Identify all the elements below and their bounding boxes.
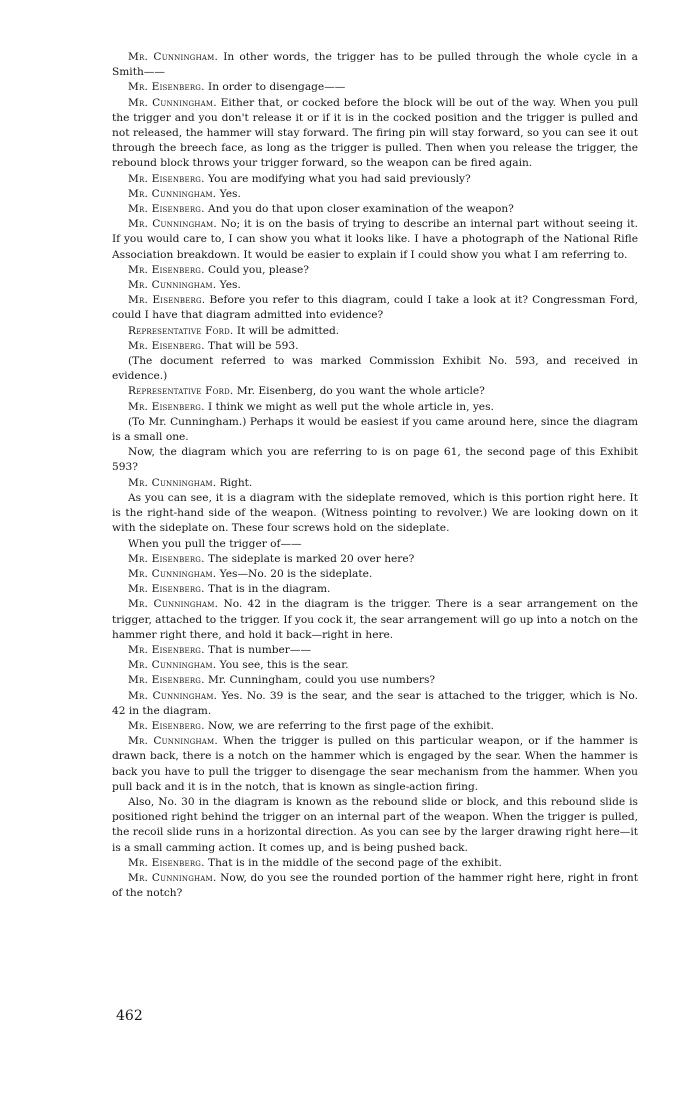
speaker-name: Mr. Eisenberg. — [128, 400, 205, 413]
paragraph-text: When the trigger is pulled on this particular weapon, or if the hammer is drawn back, there is a notch on the hammer which is engaged by the sear. When the hammer is back you have to pull the trigger to disengage the sear mechanism from the hammer. When you pull back and it is in the notch, that is known as single-action firing. — [112, 735, 638, 793]
speaker-name: Mr. Eisenberg. — [128, 294, 206, 307]
transcript-paragraph — [112, 384, 638, 399]
transcript-paragraph — [112, 689, 638, 719]
transcript-paragraph — [112, 172, 638, 187]
paragraph-text: Also, No. 30 in the diagram is known as the rebound slide or block, and this rebound slide is positioned right behind the trigger on an internal part of the weapon. When the trigger is pulled, the recoil slide runs in a horizontal direction. As you can see by the larger drawing right here—it is a small camming action. It comes up, and is being pushed back. — [112, 795, 638, 854]
speaker-name: Representative Ford. — [128, 385, 234, 398]
transcript-paragraph — [112, 673, 638, 688]
speaker-name: Mr. Eisenberg. — [128, 263, 205, 276]
speaker-name: Mr. Cunningham. — [128, 218, 217, 231]
paragraph-text: Could you, please? — [208, 263, 309, 276]
transcript-paragraph — [112, 96, 638, 172]
transcript-paragraph — [112, 339, 638, 354]
speaker-name: Mr. Eisenberg. — [128, 172, 205, 185]
paragraph-text: Either that, or cocked before the block will be out of the way. When you pull the trigger and you don't release it or if it is in the cocked position and the trigger is pulled and not released, the hammer will stay forward. The firing pin will stay forward, so you can see it out through the breech face, as long as the trigger is pulled. Then when you release the trigger, the rebound block throws your trigger forward, so the weapon can be fired again. — [112, 96, 638, 170]
transcript-paragraph — [112, 187, 638, 202]
speaker-name: Mr. Cunningham. — [128, 659, 217, 672]
paragraph-text: Yes. — [219, 187, 241, 200]
transcript-paragraph — [112, 734, 638, 795]
paragraph-text: That is number—— — [208, 643, 312, 656]
transcript-paragraph — [112, 856, 638, 871]
transcript-paragraph — [112, 643, 638, 658]
page-number: 462 — [116, 1008, 143, 1024]
paragraph-text: No. 42 in the diagram is the trigger. There is a sear arrangement on the trigger, attached to the trigger. If you cock it, the sear arrangement will go up into a notch on the hammer right there, and hold it back—right in here. — [112, 598, 638, 641]
speaker-name: Mr. Cunningham. — [128, 187, 217, 200]
transcript-paragraph — [112, 567, 638, 582]
speaker-name: Mr. Eisenberg. — [128, 856, 205, 869]
transcript-paragraph — [112, 354, 638, 384]
transcript-paragraph — [112, 415, 638, 445]
transcript-paragraph — [112, 719, 638, 734]
paragraph-text: And you do that upon closer examination of the weapon? — [208, 203, 514, 216]
transcript-paragraph — [112, 795, 638, 856]
paragraph-text: In other words, the trigger has to be pulled through the whole cycle in a Smith—— — [112, 51, 638, 79]
speaker-name: Mr. Cunningham. — [128, 735, 218, 748]
speaker-name: Representative Ford. — [128, 324, 234, 337]
speaker-name: Mr. Cunningham. — [128, 279, 217, 292]
speaker-name: Mr. Eisenberg. — [128, 719, 205, 732]
speaker-name: Mr. Eisenberg. — [128, 583, 205, 596]
paragraph-text: The sideplate is marked 20 over here? — [208, 552, 415, 565]
paragraph-text: You are modifying what you had said previously? — [208, 172, 471, 185]
transcript-paragraph — [112, 871, 638, 901]
paragraph-text: I think we might as well put the whole article in, yes. — [208, 400, 494, 413]
paragraph-text: Right. — [219, 476, 253, 489]
speaker-name: Mr. Eisenberg. — [128, 339, 205, 352]
speaker-name: Mr. Cunningham. — [128, 96, 217, 109]
transcript-paragraph — [112, 324, 638, 339]
transcript-page — [112, 50, 638, 901]
speaker-name: Mr. Eisenberg. — [128, 81, 205, 94]
transcript-paragraph — [112, 263, 638, 278]
transcript-paragraph — [112, 597, 638, 643]
paragraph-text: It will be admitted. — [236, 324, 340, 337]
speaker-name: Mr. Cunningham. — [128, 598, 219, 611]
transcript-paragraph — [112, 50, 638, 80]
paragraph-text: You see, this is the sear. — [219, 659, 349, 672]
paragraph-text: When you pull the trigger of—— — [128, 537, 302, 550]
speaker-name: Mr. Eisenberg. — [128, 203, 205, 216]
transcript-paragraph — [112, 552, 638, 567]
paragraph-text: Before you refer to this diagram, could I take a look at it? Congressman Ford, could I have that diagram admitted into evidence? — [112, 294, 639, 322]
paragraph-text: In order to disengage—— — [208, 81, 346, 94]
paragraph-text: As you can see, it is a diagram with the sideplate removed, which is this portion right here. It is the right-hand side of the weapon. (Witness pointing to revolver.) We are looking down on it with the sideplate on. These four screws hold on the sideplate. — [112, 491, 638, 535]
speaker-name: Mr. Cunningham. — [128, 476, 217, 489]
paragraph-text: Now, do you see the rounded portion of the hammer right here, right in front of the notch? — [112, 871, 638, 900]
speaker-name: Mr. Eisenberg. — [128, 552, 205, 565]
transcript-paragraph — [112, 202, 638, 217]
speaker-name: Mr. Eisenberg. — [128, 674, 205, 687]
transcript-paragraph — [112, 658, 638, 673]
paragraph-text: Mr. Eisenberg, do you want the whole article? — [236, 385, 485, 398]
paragraph-text: That is in the diagram. — [208, 583, 331, 596]
paragraph-text: Now, we are referring to the first page of the exhibit. — [208, 719, 495, 732]
paragraph-text: Yes—No. 20 is the sideplate. — [219, 567, 373, 580]
transcript-paragraph — [112, 445, 638, 475]
transcript-paragraph — [112, 293, 638, 323]
paragraph-text: That will be 593. — [208, 339, 299, 352]
speaker-name: Mr. Cunningham. — [128, 689, 218, 702]
transcript-paragraph — [112, 278, 638, 293]
paragraph-text: Yes. — [219, 279, 241, 292]
transcript-paragraph — [112, 491, 638, 537]
transcript-paragraph — [112, 476, 638, 491]
speaker-name: Mr. Cunningham. — [128, 51, 219, 63]
speaker-name: Mr. Eisenberg. — [128, 643, 205, 656]
paragraph-text: (To Mr. Cunningham.) Perhaps it would be easiest if you came around here, since the diagram is a small one. — [112, 415, 638, 444]
paragraph-text: (The document referred to was marked Commission Exhibit No. 593, and received in evidence.) — [112, 355, 638, 383]
transcript-paragraph — [112, 80, 638, 95]
paragraph-text: No; it is on the basis of trying to describe an internal part without seeing it. If you would care to, I can show you what it looks like. I have a photograph of the National Rifle Association breakdown. It would be easier to explain if I could show you what I am referring to. — [112, 218, 638, 261]
paragraph-text: Mr. Cunningham, could you use numbers? — [208, 674, 436, 687]
speaker-name: Mr. Cunningham. — [128, 567, 217, 580]
transcript-paragraph — [112, 400, 638, 415]
paragraph-text: That is in the middle of the second page of the exhibit. — [208, 856, 502, 869]
transcript-paragraph — [112, 582, 638, 597]
paragraph-text: Now, the diagram which you are referring to is on page 61, the second page of this Exhibit 593? — [112, 446, 638, 474]
speaker-name: Mr. Cunningham. — [128, 871, 217, 884]
transcript-paragraph — [112, 537, 638, 552]
paragraph-text: Yes. No. 39 is the sear, and the sear is attached to the trigger, which is No. 42 in the diagram. — [112, 689, 638, 717]
transcript-paragraph — [112, 217, 638, 263]
